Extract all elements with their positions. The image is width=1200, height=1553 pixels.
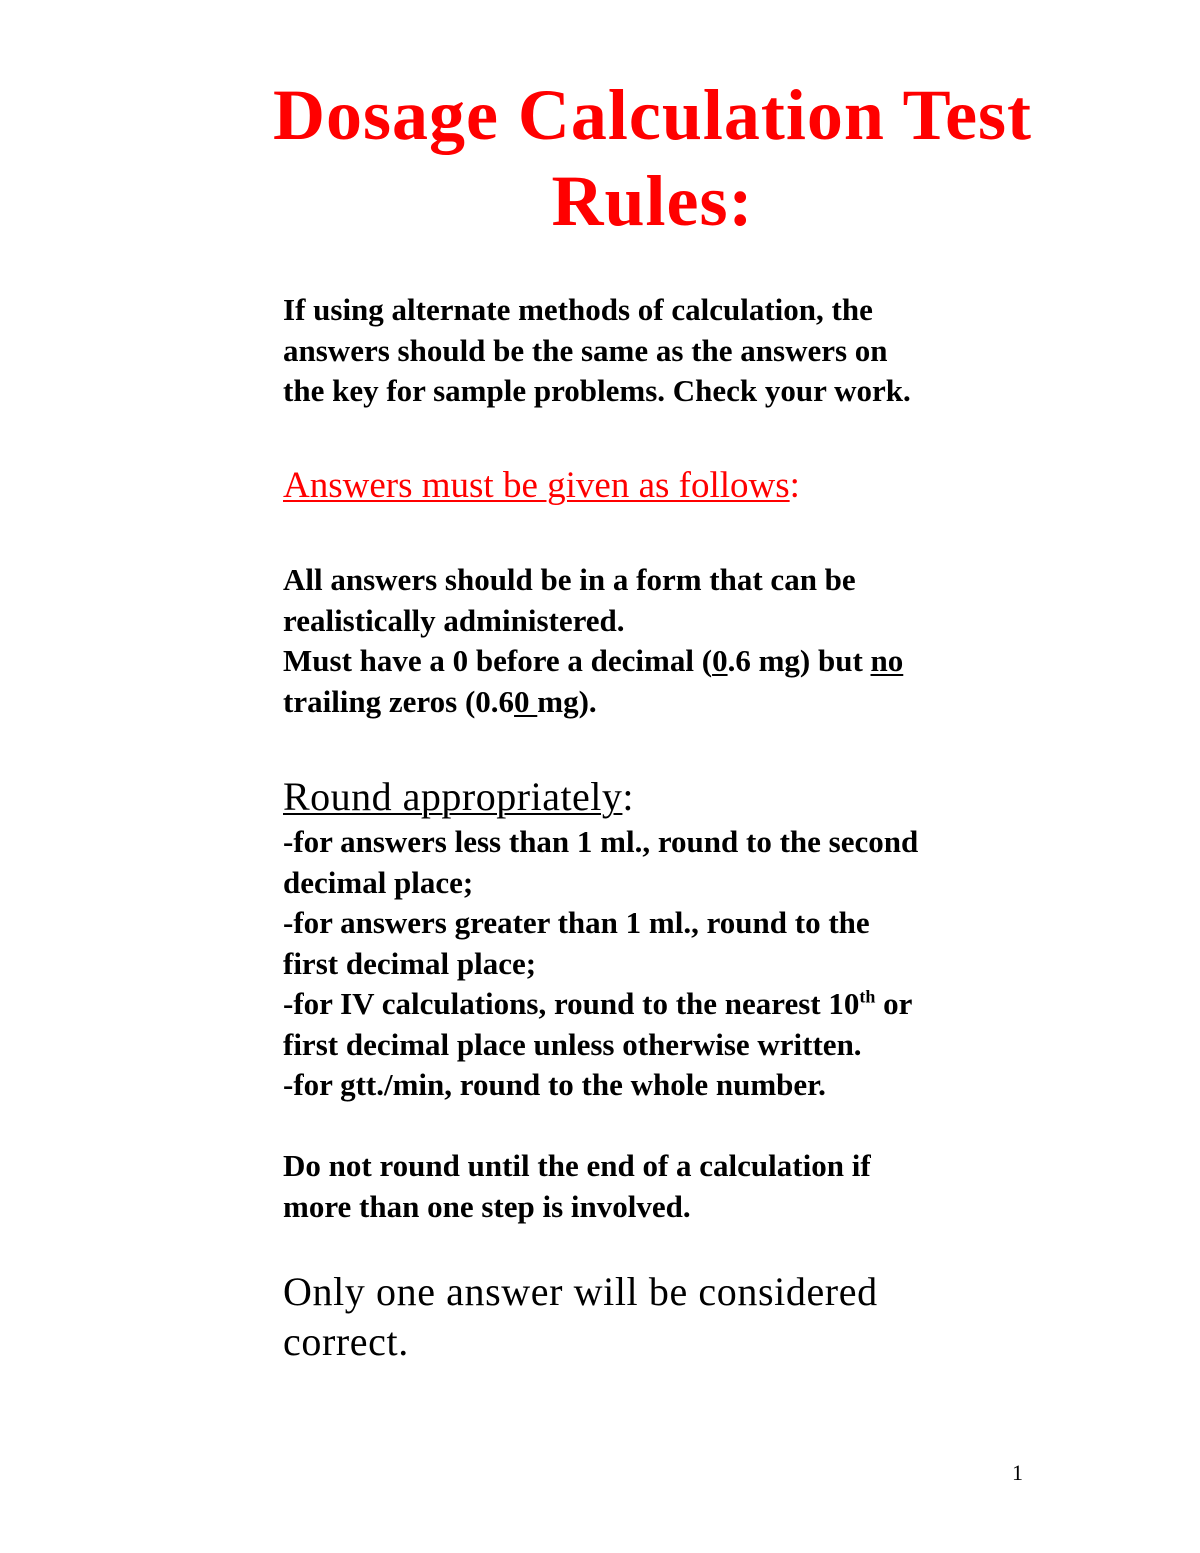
intro-line-2: answers should be the same as the answers on	[283, 332, 888, 368]
closing-statement	[283, 1267, 878, 1367]
round-rules-paragraph	[283, 822, 1043, 1106]
leading-zero-text-c: .6 mg) but	[727, 643, 871, 678]
closing-line-1: Only one answer will be considered	[283, 1269, 878, 1314]
rounding-note-paragraph	[283, 1146, 1043, 1227]
answers-rule-line-2: realistically administered.	[283, 602, 625, 638]
round-rule-line-6: first decimal place unless otherwise written.	[283, 1026, 862, 1062]
round-rule-line-1: -for answers less than 1 ml., round to the second	[283, 824, 919, 859]
rounding-note-line-2: more than one step is involved.	[283, 1188, 691, 1224]
answers-rule-line-4	[283, 682, 1043, 723]
page-title	[160, 72, 1145, 244]
round-heading	[283, 774, 634, 820]
trailing-zero-text-a: trailing zeros (0.6	[283, 683, 515, 719]
closing-line-2: correct.	[283, 1319, 409, 1364]
intro-paragraph	[283, 290, 1043, 412]
answers-heading-text: Answers must be given as follows	[283, 465, 790, 506]
round-rule-line-7: -for gtt./min, round to the whole number.	[283, 1067, 826, 1102]
leading-zero-text-b: before a decimal (	[468, 643, 713, 678]
answers-rules-paragraph	[283, 560, 1043, 722]
iv-rule-text-b: or	[875, 986, 913, 1021]
trailing-zero-digit: 0	[514, 683, 538, 719]
no-emphasis: no	[870, 643, 904, 678]
answers-rule-line-1: All answers should be in a form that can be	[283, 562, 856, 597]
round-heading-colon: :	[622, 774, 635, 819]
trailing-zero-text-b: mg).	[537, 683, 597, 719]
title-line-2: Rules:	[551, 161, 754, 241]
answers-rule-line-3	[283, 641, 1043, 682]
intro-line-1: If using alternate methods of calculation, the	[283, 292, 873, 327]
round-rule-line-5	[283, 984, 1043, 1025]
title-line-1: Dosage Calculation Test	[272, 75, 1033, 155]
page-number: 1	[1012, 1460, 1023, 1485]
answers-heading	[283, 464, 800, 508]
round-heading-text: Round appropriately	[283, 774, 623, 819]
leading-zero-example-digit: 0	[712, 643, 728, 678]
answers-heading-colon: :	[789, 465, 800, 506]
iv-rule-superscript: th	[859, 986, 876, 1007]
intro-line-3: the key for sample problems. Check your work.	[283, 373, 911, 408]
leading-zero-text-a: Must have a	[283, 643, 453, 678]
round-rule-line-3: -for answers greater than 1 ml., round to the	[283, 905, 870, 940]
round-rule-line-2: decimal place;	[283, 864, 474, 900]
round-rule-line-4: first decimal place;	[283, 945, 537, 981]
rounding-note-line-1: Do not round until the end of a calculation if	[283, 1148, 871, 1183]
leading-zero-digit: 0	[452, 643, 469, 678]
iv-rule-text-a: -for IV calculations, round to the nearest 10	[283, 986, 860, 1021]
